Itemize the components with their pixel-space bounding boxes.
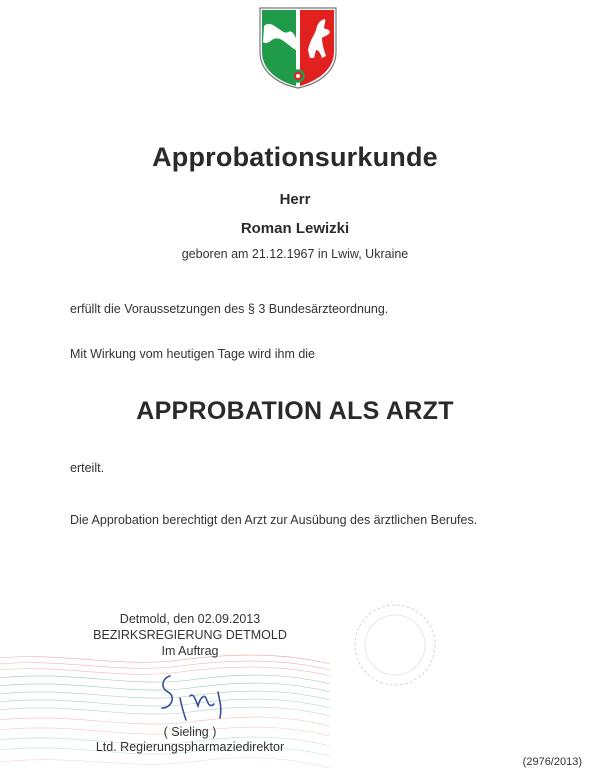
effect-line: Mit Wirkung vom heutigen Tage wird ihm die — [70, 347, 316, 361]
coat-of-arms-icon — [258, 6, 338, 90]
entitlement-line: Die Approbation berechtigt den Arzt zur Ausübung des ärztlichen Berufes. — [70, 513, 478, 527]
reference-number: (2976/2013) — [522, 756, 582, 768]
place-date: Detmold, den 02.09.2013 — [119, 612, 261, 626]
salutation: Herr — [279, 191, 311, 208]
handwritten-signature — [150, 668, 245, 726]
signer-title: Ltd. Regierungspharmaziedirektor — [95, 740, 285, 754]
birth-line: geboren am 21.12.1967 in Lwiw, Ukraine — [181, 247, 409, 261]
approbation-heading: APPROBATION ALS ARZT — [136, 397, 454, 425]
signer-name: ( Sieling ) — [163, 725, 217, 739]
embossed-seal — [350, 600, 440, 690]
granted-line: erteilt. — [70, 461, 105, 475]
on-behalf-line: Im Auftrag — [161, 644, 219, 658]
issuing-authority: BEZIRKSREGIERUNG DETMOLD — [93, 628, 287, 642]
recipient-name: Roman Lewizki — [240, 220, 350, 237]
document-title: Approbationsurkunde — [152, 142, 438, 172]
requirements-line: erfüllt die Voraussetzungen des § 3 Bundesärzteordnung. — [70, 302, 389, 316]
